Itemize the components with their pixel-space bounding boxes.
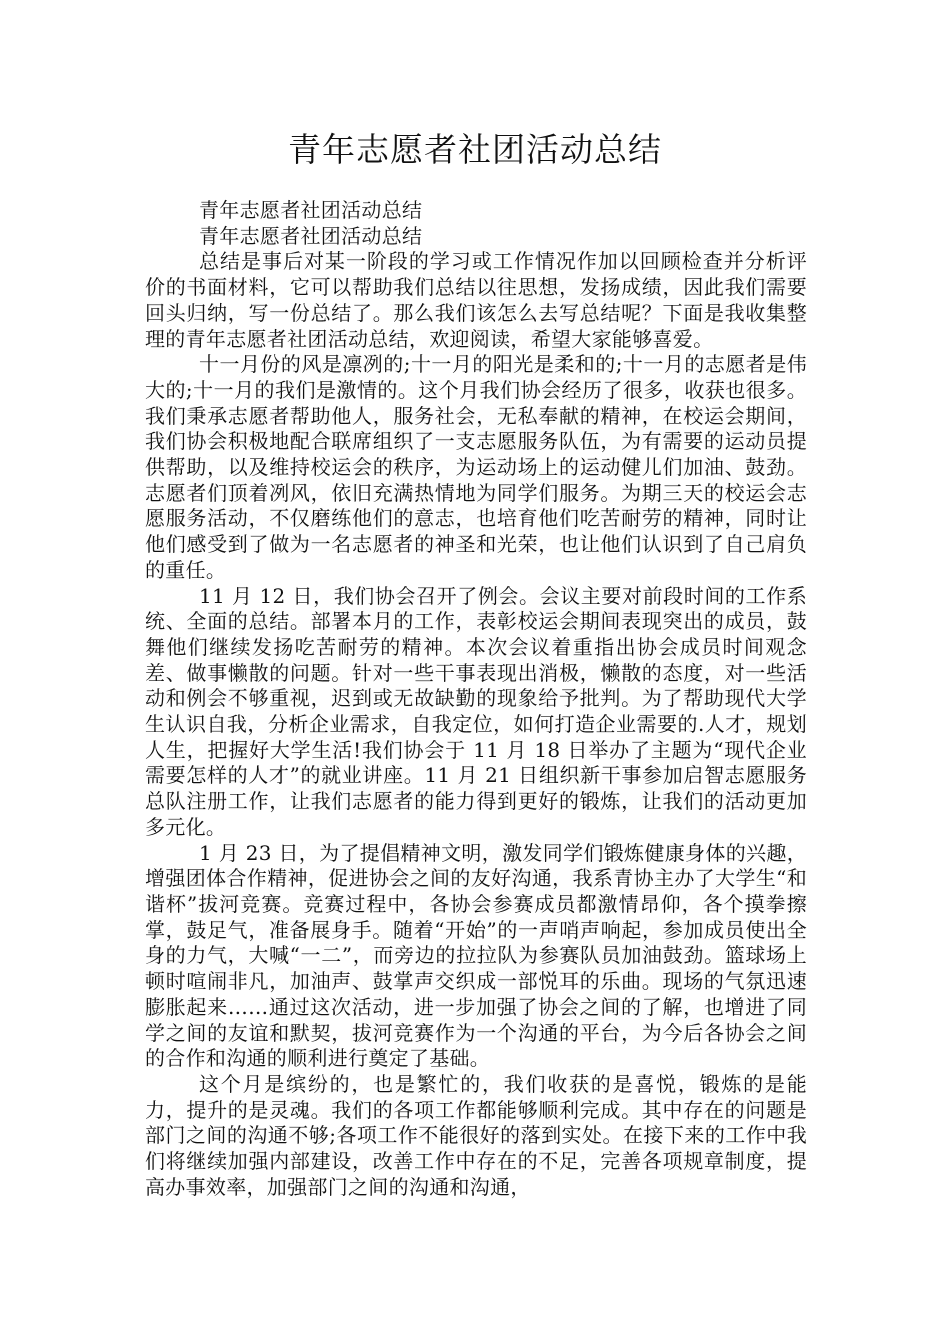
paragraph-conclusion: 这个月是缤纷的，也是繁忙的，我们收获的是喜悦，锻炼的是能力，提升的是灵魂。我们的各项工作都能够顺利完成。其中存在的问题是部门之间的沟通不够;各项工作不能很好的落到实处。在接下来的工作中我们将继续加强内部建设，改善工作中存在的不足，完善各项规章制度，提高办事效率，加强部门之间的沟通和沟通， <box>145 1071 807 1199</box>
paragraph-tug-of-war: 1 月 23 日，为了提倡精神文明，激发同学们锻炼健康身体的兴趣，增强团体合作精神，促进协会之间的友好沟通，我系青协主办了大学生“和谐杯”拔河竞赛。竞赛过程中，各协会参赛成员都激情昂仰，各个摸拳擦掌，鼓足气，准备展身手。随着“开始”的一声哨声响起，参加成员使出全身的力气，大喊“一二”，而旁边的拉拉队为参赛队员加油鼓劲。篮球场上顿时喧闹非凡，加油声、鼓掌声交织成一部悦耳的乐曲。现场的气氛迅速膨胀起来……通过这次活动，进一步加强了协会之间的了解，也增进了同学之间的友谊和默契，拔河竞赛作为一个沟通的平台，为今后各协会之间的合作和沟通的顺利进行奠定了基础。 <box>145 840 807 1071</box>
paragraph-meeting: 11 月 12 日，我们协会召开了例会。会议主要对前段时间的工作系统、全面的总结。部署本月的工作，表彰校运会期间表现突出的成员，鼓舞他们继续发扬吃苦耐劳的精神。本次会议着重指出协会成员时间观念差、做事懒散的问题。针对一些干事表现出消极，懒散的态度，对一些活动和例会不够重视，迟到或无故缺勤的现象给予批判。为了帮助现代大学生认识自我，分析企业需求，自我定位，如何打造企业需要的.人才，规划人生，把握好大学生活!我们协会于 11 月 18 日举办了主题为“现代企业需要怎样的人才”的就业讲座。11 月 21 日组织新干事参加启智志愿服务总队注册工作，让我们志愿者的能力得到更好的锻炼，让我们的活动更加多元化。 <box>145 583 807 839</box>
heading-line: 青年志愿者社团活动总结 <box>199 198 423 222</box>
paragraph-november: 十一月份的风是凛冽的;十一月的阳光是柔和的;十一月的志愿者是伟大的;十一月的我们是激情的。这个月我们协会经历了很多，收获也很多。我们秉承志愿者帮助他人，服务社会，无私奉献的精神，在校运会期间，我们协会积极地配合联席组织了一支志愿服务队伍，为有需要的运动员提供帮助，以及维持校运会的秩序，为运动场上的运动健儿们加油、鼓劲。志愿者们顶着冽风，依旧充满热情地为同学们服务。为期三天的校运会志愿服务活动，不仅磨练他们的意志，也培育他们吃苦耐劳的精神，同时让他们感受到了做为一名志愿者的神圣和光荣，也让他们认识到了自己肩负的重任。 <box>145 352 807 582</box>
document-body <box>145 198 807 1200</box>
document-title: 青年志愿者社团活动总结 <box>288 130 662 169</box>
heading-line: 青年志愿者社团活动总结 <box>199 223 423 248</box>
paragraph-intro: 总结是事后对某一阶段的学习或工作情况作加以回顾检查并分析评价的书面材料，它可以帮助我们总结以往思想，发扬成绩，因此我们需要回头归纳，写一份总结了。那么我们该怎么去写总结呢？下面是我收集整理的青年志愿者社团活动总结，欢迎阅读，希望大家能够喜爱。 <box>145 249 807 351</box>
